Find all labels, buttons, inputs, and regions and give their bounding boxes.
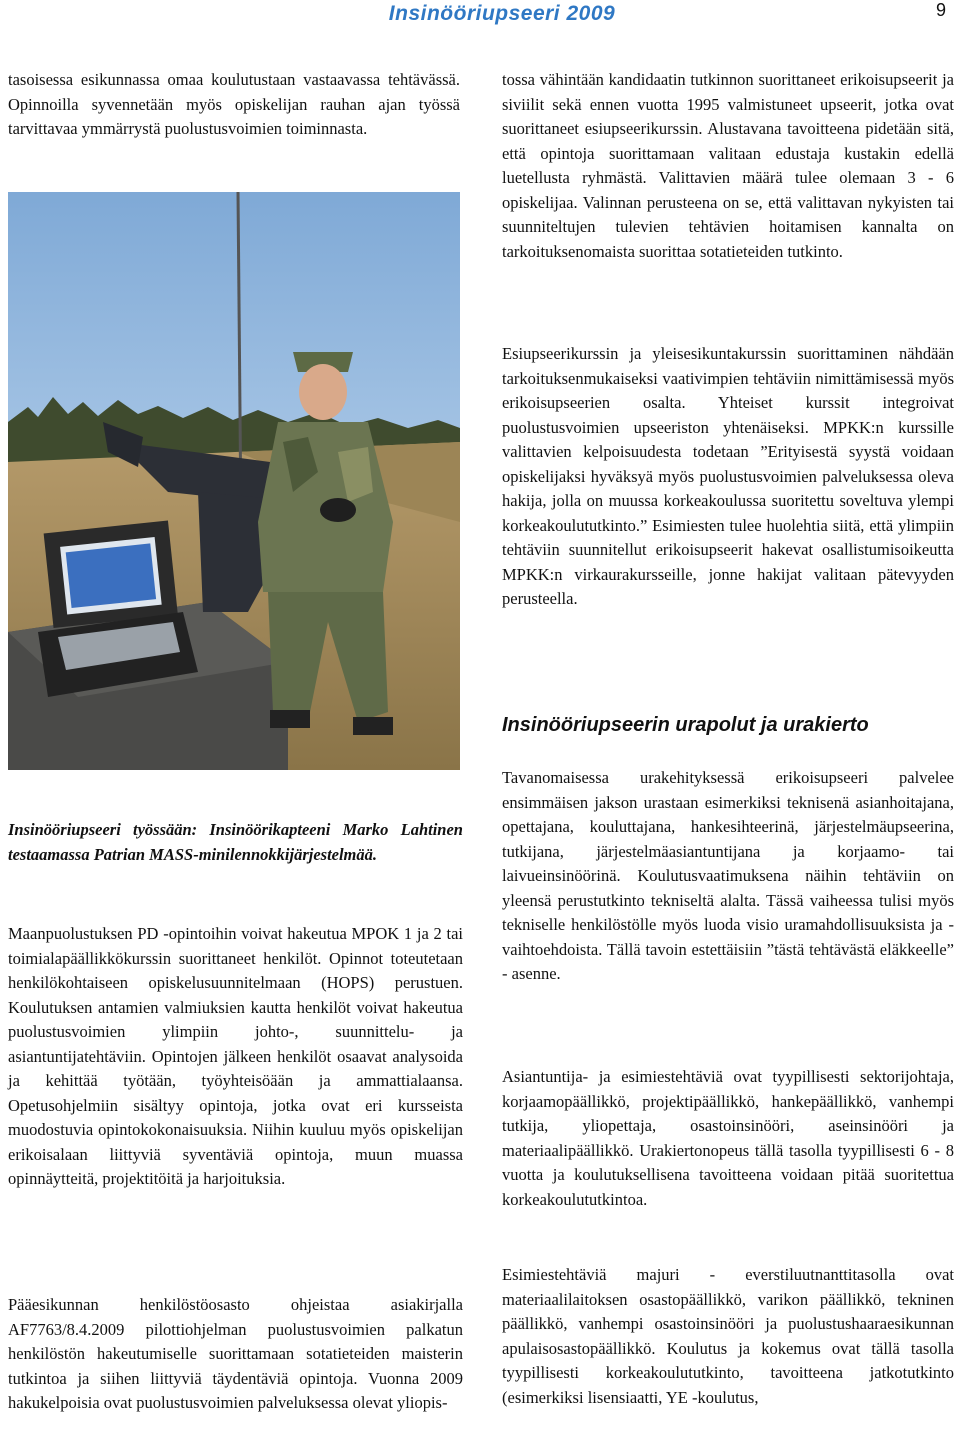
person-boot-left <box>270 710 310 728</box>
person-glove <box>320 498 356 522</box>
photo-caption: Insinööriupseeri työssään: Insinöörikapteeni Marko Lahtinen testaamassa Patrian MASS-minilennokkijärjestelmää. <box>8 820 463 864</box>
photo-drone-operator <box>8 192 460 770</box>
right-paragraph-2: Esiupseerikurssin ja yleisesikuntakurssin suorittaminen nähdään tarkoituksenmukaiseksi vaativimpien tehtäviin nimittämisessä myös erikoisupseerien osalta. Yhteiset kurssit integroivat puolustusvoimien upseeriston yhtenäiseksi. MPKK:n kurssille valittavien kelpoisuudesta todetaan ”Erityisestä syystä voidaan opiskelijaksi hyväksyä myös puolustusvoimien palveluksessa oleva hakija, jolla on muussa korkeakoulussa suoritettu soveltuva ylempi korkeakoulututkinto.” Esimiesten tulee huolehtia siitä, että ylimpiin tehtäviin suunnitellut erikoisupseerit hakevat osallistumisoikeutta MPKK:n virkaurakursseille, jonne hakijat valitaan pätevyyden perusteella. <box>502 344 954 608</box>
page-header-title: Insinööriupseeri 2009 <box>388 2 616 25</box>
left-paragraph-2: Pääesikunnan henkilöstöosasto ohjeistaa asiakirjalla AF7763/8.4.2009 pilottiohjelman puolustusvoimien palkatun henkilöstön hakeutumiselle suorittamaan sotatieteiden maisterin tutkintoa ja siihen liittyviä täydentäviä opintoja. Vuonna 2009 hakukelpoisia ovat puolustusvoimien palveluksessa olevat yliopis- <box>8 1295 463 1412</box>
right-paragraph-1: tossa vähintään kandidaatin tutkinnon suorittaneet erikoisupseerit ja siviilit sekä ennen vuotta 1995 valmistuneet upseerit, jotka ovat suorittaneet esiupseerikurssin. Alustavana tavoitteena pidetään sitä, että opintoja suorittamaan valitaan edustaja kustakin edellä luetellusta ryhmästä. Valittavien määrä tulee olemaan 3 - 6 opiskelijaa. Valinnan perusteena on se, että valittavan nykyisten tai suunniteltujen tulevien tehtävien hoitamisen kannalta on tarkoituksenomaista suorittaa sotatieteiden tutkinto. <box>502 70 954 261</box>
right-paragraph-4: Asiantuntija- ja esimiestehtäviä ovat tyypillisesti sektorijohtaja, korjaamopäällikkö, projektipäällikkö, hankepäällikkö, vanhempi tutkija, yliopettaja, osastoinsinööri, aseinsinööri ja materiaalipäällikkö. Urakiertonopeus tällä tasolla tyypillisesti 6 - 8 vuotta ja koulutuksellisena tavoitteena voidaan pitää suoritettua korkeakoulututkintoa. <box>502 1067 954 1209</box>
laptop-display <box>66 543 156 608</box>
right-paragraph-3: Tavanomaisessa urakehityksessä erikoisupseeri palvelee ensimmäisen jakson urastaan esimerkiksi teknisenä asianhoitajana, opettajana, kouluttajana, hankesihteerinä, järjestelmäupseerina, tutkijana, järjestelmäasiantuntijana ja korjaamo- tai laivueinsinöörinä. Koulutusvaatimuksena näihin tehtäviin on yleensä perustutkinto tekniseltä alalta. Tässä vaiheessa tulisi myös tekniselle henkilöstölle myös luoda visio uramahdollisuuksista ja -vaihtoehdoista. Tällä tavoin estettäisiin ”tästä tehtävästä eläkkeelle” - asenne. <box>502 768 954 983</box>
section-heading: Insinööriupseerin urapolut ja urakierto <box>502 714 869 736</box>
right-paragraph-5: Esimiestehtäviä majuri - everstiluutnanttitasolla ovat materiaalilaitoksen osastopäällikkö, varikon päällikkö, tekninen päällikkö, vanhempi osastoinsinööri ja puolustushaaraesikunnan apulaisosastopäällikkö. Koulutus ja kokemus ovat tällä tasolla tyypillisesti korkeakoulututkinto, tavoitteena jatkotutkinto (esimerkiksi lisensiaatti, YE -koulutus, <box>502 1265 954 1407</box>
left-paragraph-1: Maanpuolustuksen PD -opintoihin voivat hakeutua MPOK 1 ja 2 tai toimialapäällikkökurssin suorittaneet henkilöt. Opinnot toteutetaan henkilökohtaiseen opiskelusuunnitelmaan (HOPS) perustuen. Koulutuksen antamien valmiuksien kautta henkilöt voivat hakeutua puolustusvoimien ylimpiin johto-, suunnittelu- ja asiantuntijatehtäviin. Opintojen jälkeen henkilöt osaavat analysoida ja kehittää työtään, työyhteisöään ja ammattialaansa. Opetusohjelmiin sisältyy opintoja, jotka ovat eri kursseista muodostuvia opintokokonaisuuksia. Niihin kuuluu myös opiskelijan erikoisalaan liittyviä syventäviä opintoja, muun muassa opinnäytteitä, projektitöitä ja harjoituksia. <box>8 924 463 1188</box>
person-boot-right <box>353 717 393 735</box>
photo-illustration <box>8 192 460 770</box>
person-face <box>299 364 347 420</box>
page-number: 9 <box>935 0 946 20</box>
left-intro-paragraph: tasoisessa esikunnassa omaa koulutustaan vastaavassa tehtävässä. Opinnoilla syvennetään myös opiskelijan rauhan ajan työssä tarvittavaa ymmärrystä puolustusvoimien toiminnasta. <box>8 70 460 138</box>
